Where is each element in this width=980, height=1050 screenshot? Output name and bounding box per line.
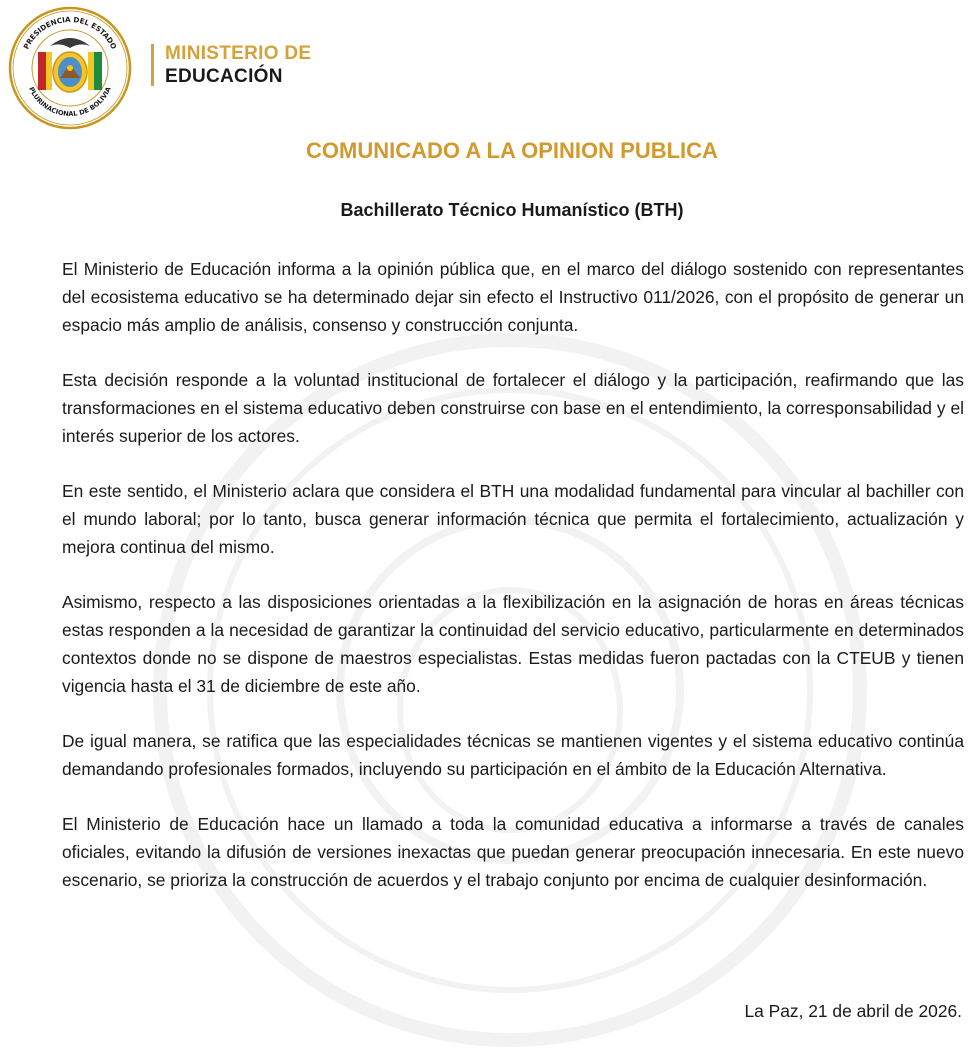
paragraph: Asimismo, respecto a las disposiciones orientadas a la flexibilización en la asignación de horas en áreas técnicas estas responden a la necesidad de garantizar la continuidad del servicio educativo, particularmente en determinados contextos donde no se dispone de maestros especialistas. Estas medidas fueron pactadas con la CTEUB y tienen vigencia hasta el 31 de diciembre de este año. [62,592,964,696]
paragraph: En este sentido, el Ministerio aclara que considera el BTH una modalidad fundamental para vincular al bachiller con el mundo laboral; por lo tanto, busca generar información técnica que permita el fortalecimiento, actualización y mejora continua del mismo. [62,481,964,557]
header-divider [151,44,154,86]
document-date: La Paz, 21 de abril de 2026. [744,1001,962,1021]
paragraph: De igual manera, se ratifica que las especialidades técnicas se mantienen vigentes y el sistema educativo continúa demandando profesionales formados, incluyendo su participación en el ámbito de la Educación Alternativa. [62,731,964,779]
bolivia-seal-icon [6,2,134,132]
document-body [62,255,964,921]
ministry-name [165,42,311,88]
ministry-line-2: EDUCACIÓN [165,66,283,87]
svg-text:PLURINACIONAL DE BOLIVIA: PLURINACIONAL DE BOLIVIA [27,85,113,119]
document-title: COMUNICADO A LA OPINION PUBLICA [306,138,718,163]
document-subtitle: Bachillerato Técnico Humanístico (BTH) [340,200,684,220]
paragraph: El Ministerio de Educación hace un llamado a toda la comunidad educativa a informarse a través de canales oficiales, evitando la difusión de versiones inexactas que puedan generar preocupación innecesaria. En este nuevo escenario, se prioriza la construcción de acuerdos y el trabajo conjunto por encima de cualquier desinformación. [62,814,964,890]
ministry-line-1: MINISTERIO DE [165,43,312,64]
paragraph: El Ministerio de Educación informa a la opinión pública que, en el marco del diálogo sostenido con representantes del ecosistema educativo se ha determinado dejar sin efecto el Instructivo 011/2026, con el propósito de generar un espacio más amplio de análisis, consenso y construcción conjunta. [62,259,964,335]
paragraph: Esta decisión responde a la voluntad institucional de fortalecer el diálogo y la participación, reafirmando que las transformaciones en el sistema educativo deben construirse con base en el entendimiento, la corresponsabilidad y el interés superior de los actores. [62,370,964,446]
svg-text:PRESIDENCIA DEL ESTADO: PRESIDENCIA DEL ESTADO [21,14,119,51]
